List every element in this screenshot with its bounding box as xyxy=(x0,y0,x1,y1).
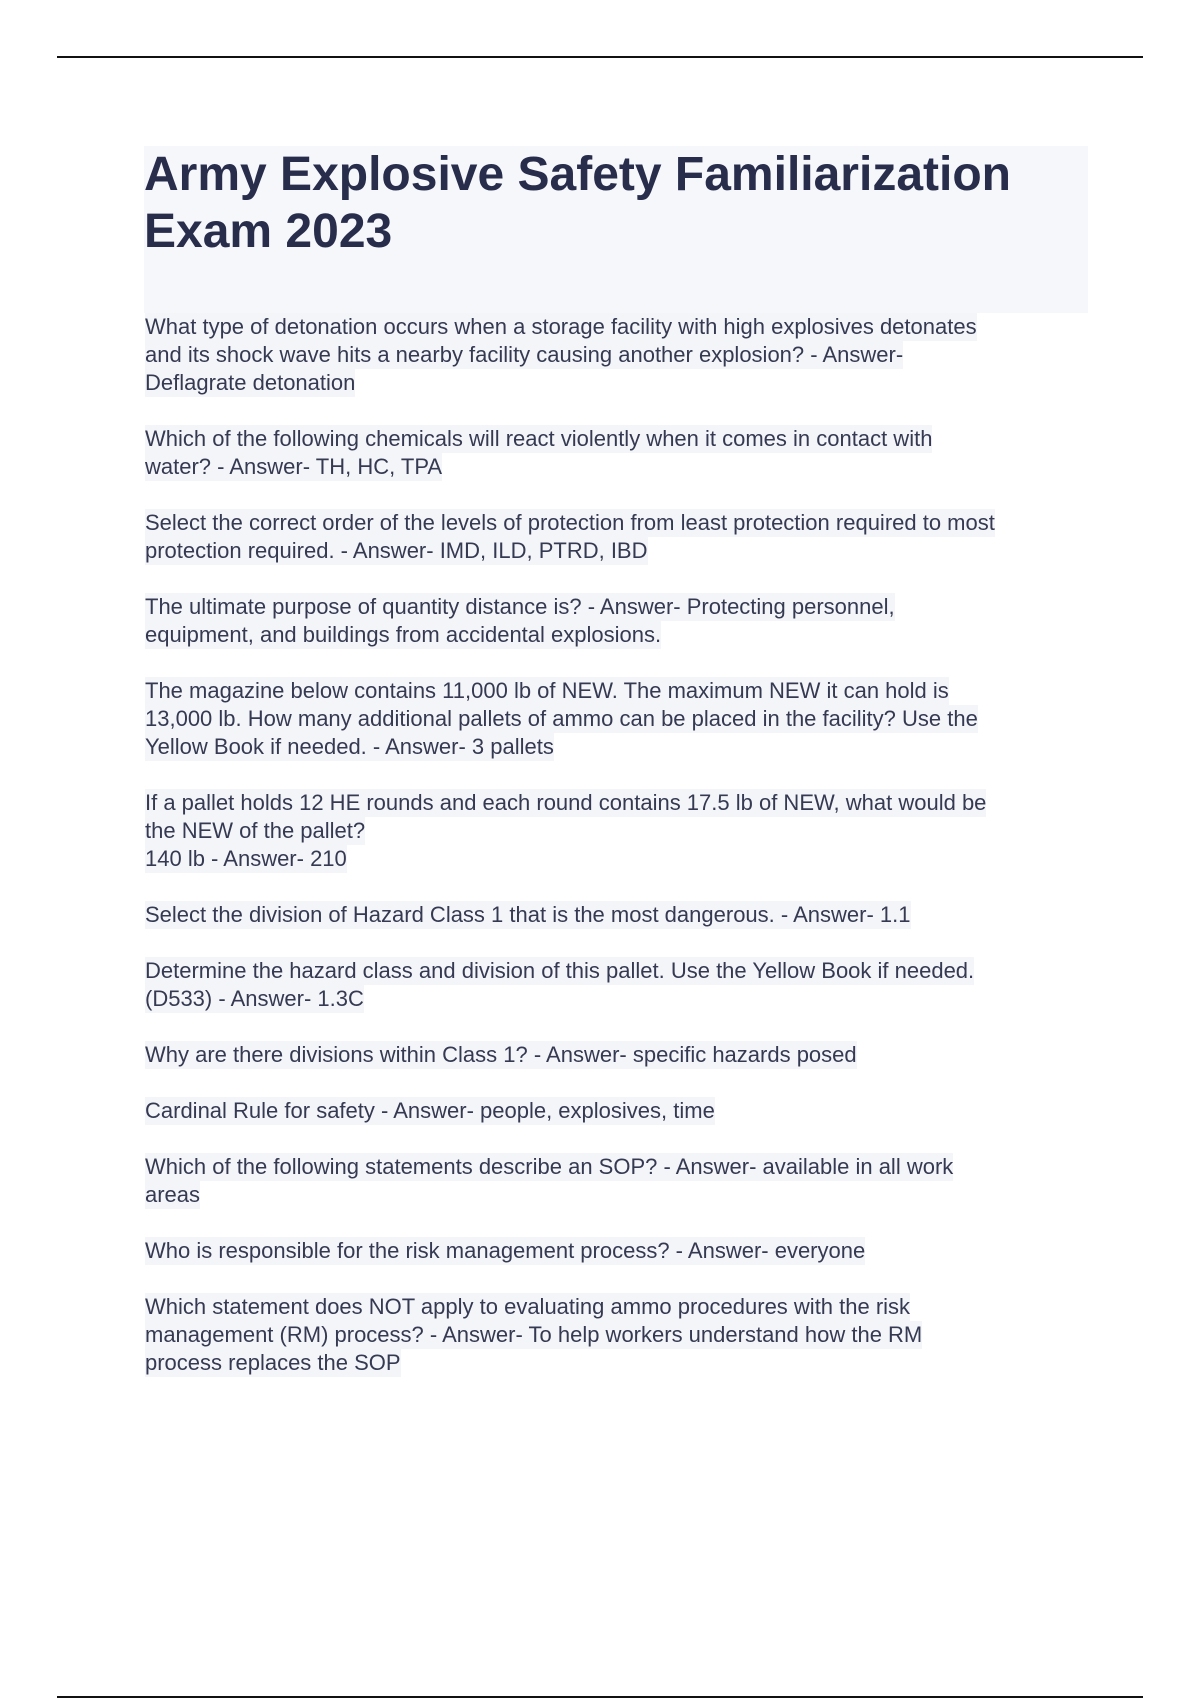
qa-item xyxy=(145,425,1090,481)
qa-line: What type of detonation occurs when a storage facility with high explosives detonates xyxy=(145,314,977,339)
qa-line: The magazine below contains 11,000 lb of NEW. The maximum NEW it can hold is xyxy=(145,678,949,703)
qa-line: equipment, and buildings from accidental explosions. xyxy=(145,622,662,647)
qa-line: Which of the following statements describe an SOP? - Answer- available in all work xyxy=(145,1154,954,1179)
qa-line: If a pallet holds 12 HE rounds and each round contains 17.5 lb of NEW, what would be xyxy=(145,790,987,815)
qa-line: the NEW of the pallet? xyxy=(145,818,366,843)
qa-line: 140 lb - Answer- 210 xyxy=(145,846,347,871)
title-block xyxy=(144,146,1088,313)
qa-line: protection required. - Answer- IMD, ILD, PTRD, IBD xyxy=(145,538,648,563)
page-title xyxy=(144,146,1088,260)
bottom-divider xyxy=(57,1696,1143,1698)
qa-item xyxy=(145,1097,1090,1125)
qa-line: water? - Answer- TH, HC, TPA xyxy=(145,454,443,479)
qa-item xyxy=(145,313,1090,397)
top-divider xyxy=(57,56,1143,58)
qa-item xyxy=(145,1153,1090,1209)
qa-line: Deflagrate detonation xyxy=(145,370,356,395)
qa-line: The ultimate purpose of quantity distance is? - Answer- Protecting personnel, xyxy=(145,594,895,619)
qa-line: Select the correct order of the levels of protection from least protection required to most xyxy=(145,510,995,535)
qa-line: areas xyxy=(145,1182,201,1207)
qa-line: Who is responsible for the risk management process? - Answer- everyone xyxy=(145,1238,866,1263)
qa-line: Yellow Book if needed. - Answer- 3 pallets xyxy=(145,734,554,759)
qa-item xyxy=(145,1041,1090,1069)
qa-line: and its shock wave hits a nearby facility causing another explosion? - Answer- xyxy=(145,342,904,367)
qa-line: (D533) - Answer- 1.3C xyxy=(145,986,364,1011)
qa-line: management (RM) process? - Answer- To help workers understand how the RM xyxy=(145,1322,923,1347)
qa-item xyxy=(145,509,1090,565)
qa-item xyxy=(145,1237,1090,1265)
qa-item xyxy=(145,901,1090,929)
qa-item xyxy=(145,677,1090,761)
qa-line: Select the division of Hazard Class 1 that is the most dangerous. - Answer- 1.1 xyxy=(145,902,911,927)
qa-line: Which of the following chemicals will react violently when it comes in contact with xyxy=(145,426,933,451)
qa-line: Determine the hazard class and division of this pallet. Use the Yellow Book if needed. xyxy=(145,958,975,983)
qa-line: 13,000 lb. How many additional pallets of ammo can be placed in the facility? Use the xyxy=(145,706,978,731)
title-line: Army Explosive Safety Familiarization xyxy=(144,148,1011,201)
qa-item xyxy=(145,593,1090,649)
qa-line: Which statement does NOT apply to evaluating ammo procedures with the risk xyxy=(145,1294,911,1319)
qa-line: Why are there divisions within Class 1? - Answer- specific hazards posed xyxy=(145,1042,857,1067)
qa-item xyxy=(145,789,1090,873)
qa-line: process replaces the SOP xyxy=(145,1350,401,1375)
qa-item xyxy=(145,1293,1090,1377)
qa-line: Cardinal Rule for safety - Answer- people, explosives, time xyxy=(145,1098,715,1123)
title-line: Exam 2023 xyxy=(144,205,393,258)
qa-item xyxy=(145,957,1090,1013)
question-answer-list xyxy=(145,313,1090,1405)
